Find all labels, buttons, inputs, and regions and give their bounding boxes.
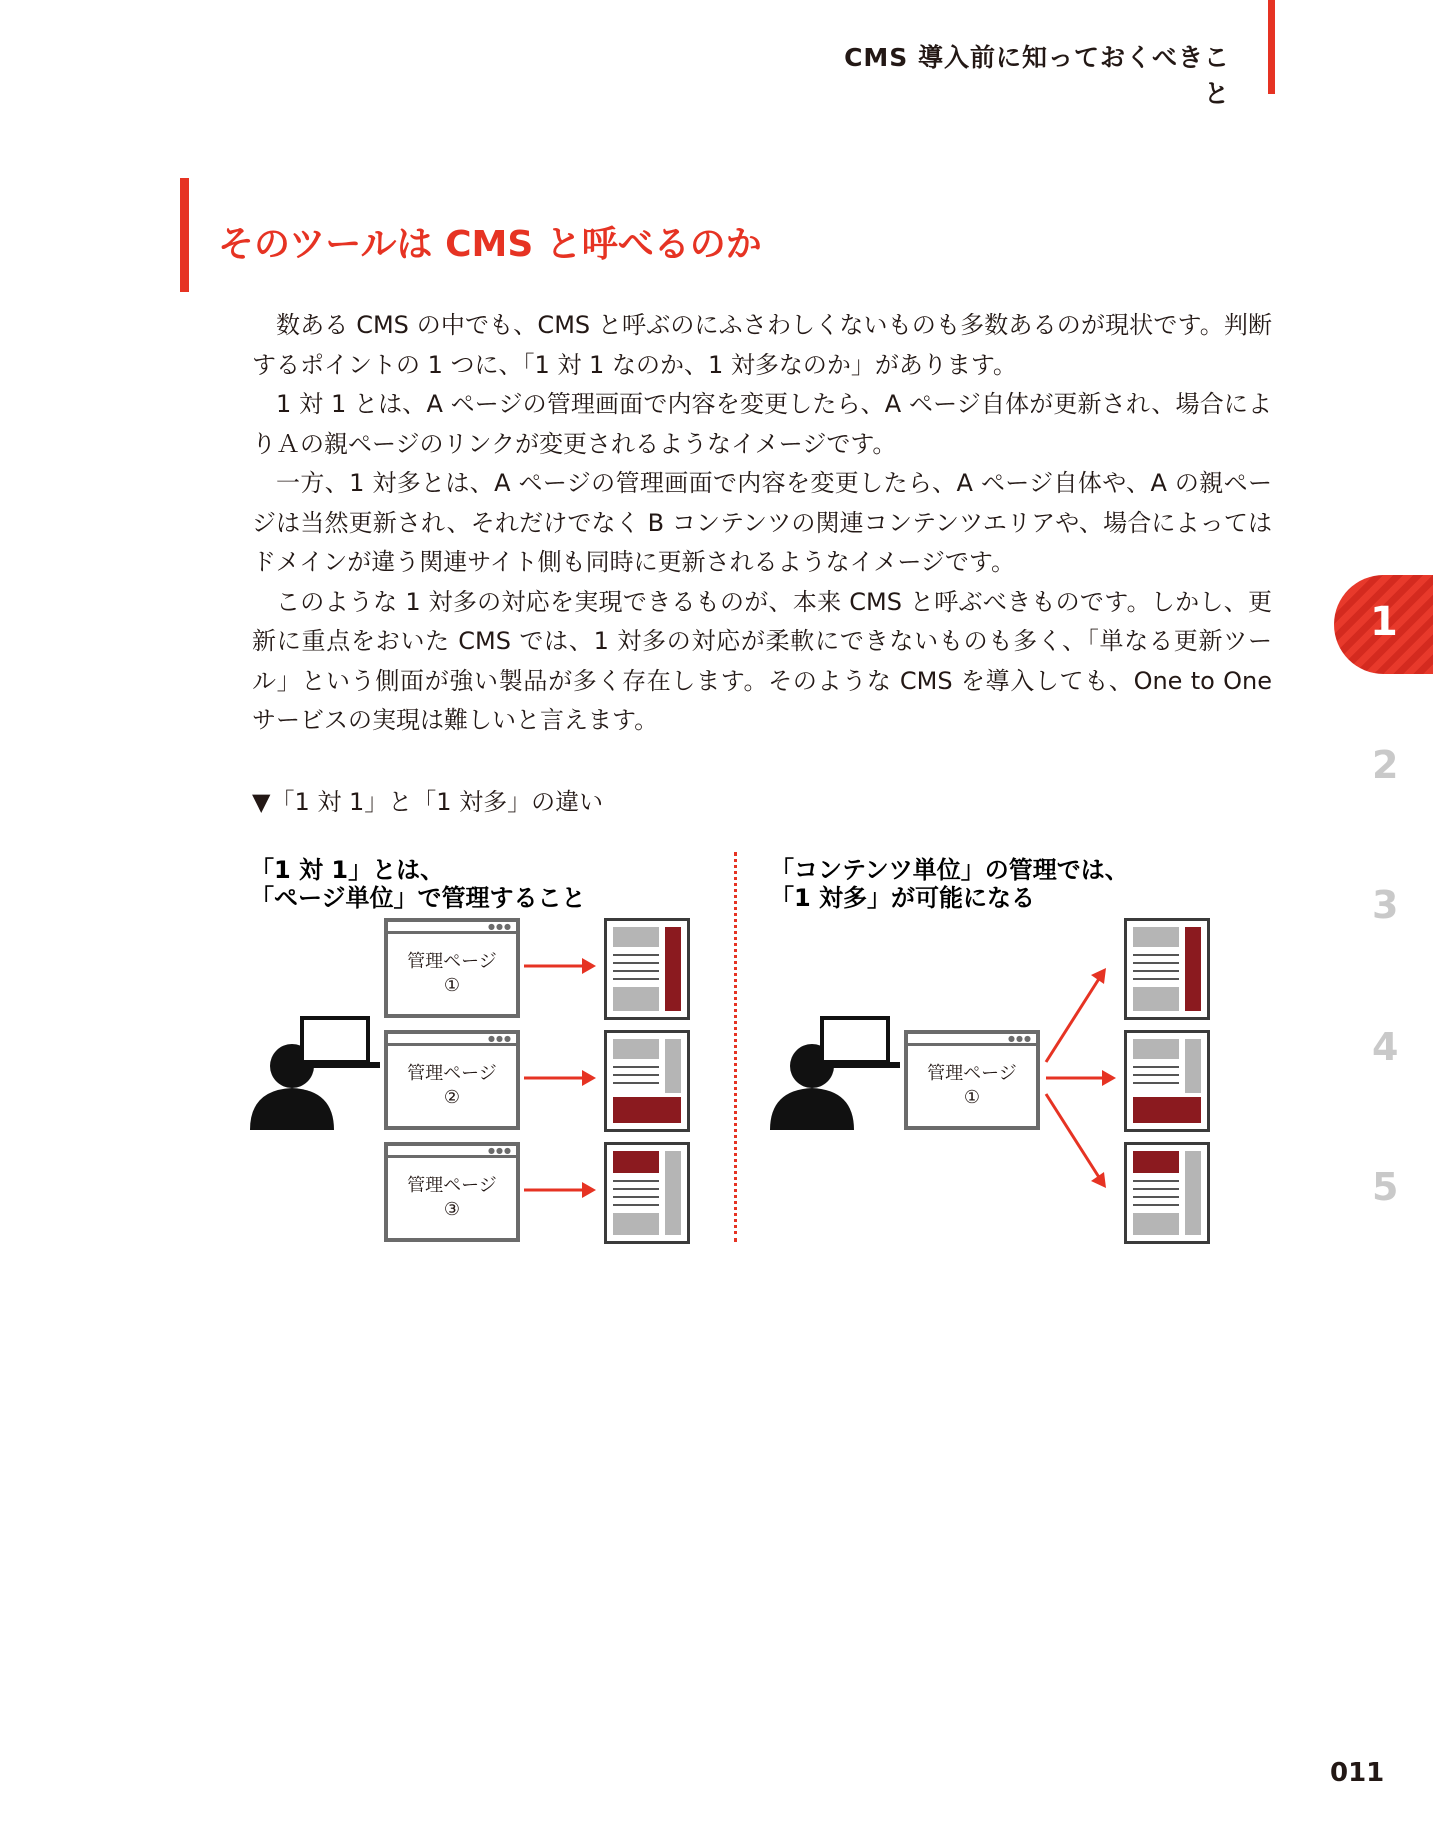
chapter-tab-active-number: 1	[1370, 599, 1398, 645]
management-page-number: ③	[443, 1199, 461, 1220]
management-page-number: ②	[443, 1087, 461, 1108]
page-number: 011	[1330, 1758, 1385, 1788]
section-title-bar	[180, 178, 189, 292]
paragraph-2: 1 対 1 とは、A ページの管理画面で内容を変更したら、A ページ自体が更新され、場合によりＡの親ページのリンクが変更されるようなイメージです。	[252, 390, 1272, 458]
running-header: CMS 導入前に知っておくべきこと	[844, 43, 1230, 108]
web-page-icon	[604, 1030, 690, 1132]
management-page-box	[384, 1030, 520, 1130]
web-page-icon	[1124, 918, 1210, 1020]
right-heading-line-1: 「コンテンツ単位」の管理では、	[770, 856, 1129, 884]
web-page-icon	[604, 1142, 690, 1244]
arrow-right-down-icon	[1046, 1094, 1106, 1188]
left-heading-line-2: 「ページ単位」で管理すること	[250, 884, 586, 912]
management-page-box	[904, 1030, 1040, 1130]
web-page-icon	[604, 918, 690, 1020]
arrow-left-3-icon	[524, 1182, 596, 1198]
section-title: そのツールは CMS と呼べるのか	[218, 224, 762, 265]
chapter-tab-3[interactable]: 3	[1372, 883, 1399, 927]
body-text	[252, 306, 1272, 741]
paragraph-1: 数ある CMS の中でも、CMS と呼ぶのにふさわしくないものも多数あるのが現状です。判断するポイントの 1 つに、「1 対 1 なのか、1 対多なのか」があります。	[252, 311, 1272, 379]
figure-caption: ▼「1 対 1」と「1 対多」の違い	[252, 788, 604, 816]
chapter-tab-active[interactable]	[1334, 575, 1433, 674]
management-page-number: ①	[963, 1087, 981, 1108]
window-dots-icon: ●●●	[488, 1146, 512, 1155]
management-page-label: 管理ページ	[407, 951, 497, 972]
comparison-diagram	[240, 840, 1240, 1250]
management-page-label: 管理ページ	[927, 1063, 1017, 1084]
paragraph-4: このような 1 対多の対応を実現できるものが、本来 CMS と呼ぶべきものです。しかし、更新に重点をおいた CMS では、1 対多の対応が柔軟にできないものも多く、「単なる更新ツール」という側面が強い製品が多く存在します。そのような CMS を導入しても、One to One サービスの実現は難しいと言えます。	[252, 587, 1272, 734]
web-page-icon	[1124, 1142, 1210, 1244]
arrow-right-up-icon	[1046, 968, 1106, 1062]
management-page-box	[384, 918, 520, 1018]
left-heading-line-1: 「1 対 1」とは、	[250, 856, 445, 884]
web-page-icon	[1124, 1030, 1210, 1132]
window-dots-icon: ●●●	[488, 1034, 512, 1043]
chapter-tab-2[interactable]: 2	[1372, 743, 1399, 787]
management-page-number: ①	[443, 975, 461, 996]
chapter-tabs	[1330, 575, 1433, 1235]
user-left-icon	[250, 1018, 380, 1130]
paragraph-3: 一方、1 対多とは、A ページの管理画面で内容を変更したら、A ページ自体や、A の親ページは当然更新され、それだけでなく B コンテンツの関連コンテンツエリアや、場合によってはドメインが違う関連サイト側も同時に更新されるようなイメージです。	[252, 469, 1272, 576]
management-page-label: 管理ページ	[407, 1063, 497, 1084]
chapter-tab-5[interactable]: 5	[1372, 1165, 1399, 1209]
arrow-left-2-icon	[524, 1070, 596, 1086]
management-page-label: 管理ページ	[407, 1175, 497, 1196]
right-heading-line-2: 「1 対多」が可能になる	[770, 884, 1036, 912]
window-dots-icon: ●●●	[1008, 1034, 1032, 1043]
header-accent-bar	[1268, 0, 1275, 94]
user-right-icon	[770, 1018, 900, 1130]
window-dots-icon: ●●●	[488, 922, 512, 931]
management-page-box	[384, 1142, 520, 1242]
arrow-right-mid-icon	[1046, 1070, 1116, 1086]
arrow-left-1-icon	[524, 958, 596, 974]
chapter-tab-4[interactable]: 4	[1372, 1025, 1399, 1069]
